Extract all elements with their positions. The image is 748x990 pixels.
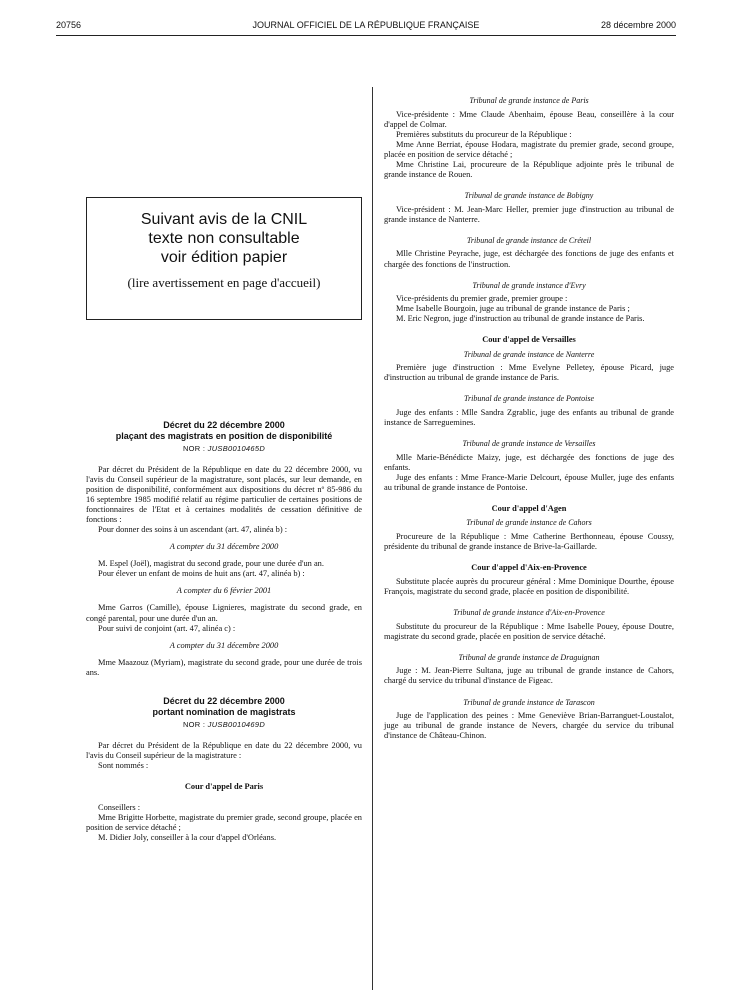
cahors-para-1: Procureure de la République : Mme Catherine Berthonneau, épouse Coussy, présidente du tribunal de grande instance de Brive-la-Gaillarde. bbox=[384, 531, 674, 551]
aix-para-1: Substitute placée auprès du procureur général : Mme Dominique Dourthe, épouse François, magistrate du second grade, placée en position de disponibilité. bbox=[384, 576, 674, 596]
decree2-role: Conseillers : bbox=[98, 802, 141, 812]
tgi-creteil-heading: Tribunal de grande instance de Créteil bbox=[466, 235, 592, 245]
decree2-entry-1: Mme Brigitte Horbette, magistrate du premier grade, second groupe, placée en position de service détaché ; bbox=[86, 812, 362, 832]
ca-versailles-heading: Cour d'appel de Versailles bbox=[482, 335, 576, 345]
decree1-date-1: A compter du 31 décembre 2000 bbox=[169, 542, 279, 552]
evry-para-2: Mme Isabelle Bourgoin, juge au tribunal de grande instance de Paris ; bbox=[396, 304, 630, 314]
decree1-title-line-2: plaçant des magistrats en position de disponibilité bbox=[115, 430, 333, 441]
decree2-named: Sont nommés : bbox=[98, 760, 149, 770]
left-column bbox=[86, 420, 362, 843]
decree1-reason-3: Pour suivi de conjoint (art. 47, alinéa c) : bbox=[98, 623, 236, 633]
decree2-title-line-1: Décret du 22 décembre 2000 bbox=[163, 695, 285, 706]
draguignan-para-1: Juge : M. Jean-Pierre Sultana, juge au tribunal de grande instance de Cahors, chargé du service du tribunal d'instance de Figeac. bbox=[384, 666, 674, 686]
decree1-entry-2: Mme Garros (Camille), épouse Lignieres, magistrate du second grade, en congé parental, pour une durée d'un an. bbox=[86, 603, 362, 623]
decree1-reason-2: Pour élever un enfant de moins de huit ans (art. 47, alinéa b) : bbox=[98, 569, 305, 579]
column-divider bbox=[372, 87, 373, 990]
tgi-pontoise-heading: Tribunal de grande instance de Pontoise bbox=[464, 394, 594, 404]
decree1-intro: Par décret du Président de la République en date du 22 décembre 2000, vu l'avis du Conseil supérieur de la magistrature, sont placés, sur leur demande, en position de disponibilité, conformément aux dispositions du décret nº 85-986 du 16 septembre 1985 modifié relatif au régime particulier de certaines positions de fonctionnaires de l'Etat et à certaines modalités de cessation définitive de fonctions : bbox=[86, 464, 362, 524]
cnil-notice-line-4: (lire avertissement en page d'accueil) bbox=[127, 275, 321, 290]
creteil-para-1: Mlle Christine Peyrache, juge, est déchargée des fonctions de juge des enfants et chargée des fonctions de l'instruction. bbox=[384, 249, 674, 269]
tgi-draguignan-heading: Tribunal de grande instance de Draguignan bbox=[458, 652, 600, 662]
tgi-nanterre-heading: Tribunal de grande instance de Nanterre bbox=[463, 349, 595, 359]
page-header bbox=[56, 20, 676, 34]
paris-para-4: Mme Christine Lai, procureure de la République adjointe près le tribunal de grande instance de Rouen. bbox=[384, 159, 674, 180]
tgi-versailles-heading: Tribunal de grande instance de Versailles bbox=[462, 439, 596, 449]
nanterre-para-1: Première juge d'instruction : Mme Evelyne Pelletey, épouse Picard, juge d'instruction au tribunal de grande instance de Paris. bbox=[384, 363, 674, 383]
versailles-para-1: Mlle Marie-Bénédicte Maizy, juge, est déchargée des fonctions de juge des enfants. bbox=[384, 452, 674, 472]
journal-title: JOURNAL OFFICIEL DE LA RÉPUBLIQUE FRANÇAISE bbox=[252, 20, 480, 30]
tgi-aix-heading: Tribunal de grande instance d'Aix-en-Provence bbox=[453, 608, 605, 618]
decree1-title bbox=[86, 420, 362, 442]
paris-para-1: Vice-présidente : Mme Claude Abenhaim, épouse Beau, conseillère à la cour d'appel de Colmar. bbox=[384, 109, 674, 129]
tgi-paris-heading: Tribunal de grande instance de Paris bbox=[469, 96, 589, 105]
paris-para-2: Premières substituts du procureur de la République : bbox=[396, 129, 572, 139]
tgi-evry-heading: Tribunal de grande instance d'Evry bbox=[472, 280, 586, 290]
decree1-date-3: A compter du 31 décembre 2000 bbox=[169, 640, 279, 650]
evry-para-3: M. Eric Negron, juge d'instruction au tribunal de grande instance de Paris. bbox=[396, 314, 645, 324]
pontoise-para-1: Juge des enfants : Mlle Sandra Zgrablic, juge des enfants au tribunal de grande instance de Sarreguemines. bbox=[384, 407, 674, 427]
decree2-intro: Par décret du Président de la République en date du 22 décembre 2000, vu l'avis du Conseil supérieur de la magistrature : bbox=[86, 740, 362, 760]
tarascon-para-1: Juge de l'application des peines : Mme Geneviève Brian-Barranguet-Loustalot, juge au tribunal de grande instance de Nevers, chargée du service du tribunal d'instance de Château-Chinon. bbox=[384, 711, 674, 741]
ca-agen-heading: Cour d'appel d'Agen bbox=[491, 503, 567, 513]
decree2-nor bbox=[86, 720, 362, 729]
tgi-cahors-heading: Tribunal de grande instance de Cahors bbox=[466, 518, 592, 528]
nor-code: JUSB0010465D bbox=[207, 443, 266, 453]
decree1-entry-3: Mme Maazouz (Myriam), magistrate du second grade, pour une durée de trois ans. bbox=[86, 657, 362, 677]
cnil-notice-line-2: texte non consultable bbox=[148, 230, 300, 247]
decree1-reason-1: Pour donner des soins à un ascendant (art. 47, alinéa b) : bbox=[98, 525, 288, 535]
bobigny-para-1: Vice-président : M. Jean-Marc Heller, premier juge d'instruction au tribunal de grande instance de Nanterre. bbox=[384, 204, 674, 224]
tgi-bobigny-heading: Tribunal de grande instance de Bobigny bbox=[464, 191, 594, 201]
nor-label: NOR : bbox=[182, 443, 208, 453]
versailles-para-2: Juge des enfants : Mme France-Marie Delcourt, épouse Muller, juge des enfants au tribunal de grande instance de Pontoise. bbox=[384, 472, 674, 492]
page-number: 20756 bbox=[56, 20, 82, 30]
cnil-notice-box bbox=[86, 197, 362, 320]
decree2-title-line-2: portant nomination de magistrats bbox=[152, 706, 296, 717]
cnil-notice-line-1: Suivant avis de la CNIL bbox=[140, 211, 308, 228]
decree1-title-line-1: Décret du 22 décembre 2000 bbox=[163, 420, 285, 430]
header-rule bbox=[56, 35, 676, 36]
nor-label: NOR : bbox=[182, 719, 208, 729]
decree1-nor bbox=[86, 444, 362, 453]
decree1-entry-1: M. Espel (Joël), magistrat du second grade, pour une durée d'un an. bbox=[98, 559, 324, 569]
cnil-notice-line-3: voir édition papier bbox=[160, 249, 288, 266]
ca-aix-heading: Cour d'appel d'Aix-en-Provence bbox=[471, 562, 587, 572]
issue-date: 28 décembre 2000 bbox=[600, 20, 676, 30]
evry-para-1: Vice-présidents du premier grade, premier groupe : bbox=[396, 294, 568, 304]
decree2-title bbox=[86, 696, 362, 718]
decree2-court: Cour d'appel de Paris bbox=[184, 781, 264, 791]
right-column bbox=[384, 92, 674, 741]
aixtgi-para-1: Substitute du procureur de la République : Mme Isabelle Pouey, épouse Doutre, magistrate du second grade, placée en position de service détaché. bbox=[384, 621, 674, 641]
decree2-entry-2: M. Didier Joly, conseiller à la cour d'appel d'Orléans. bbox=[98, 833, 277, 843]
paris-para-3: Mme Anne Berriat, épouse Hodara, magistrate du premier grade, second groupe, placée en position de service détaché ; bbox=[384, 139, 674, 159]
decree1-date-2: A compter du 6 février 2001 bbox=[176, 586, 272, 596]
nor-code: JUSB0010469D bbox=[207, 719, 266, 729]
tgi-tarascon-heading: Tribunal de grande instance de Tarascon bbox=[463, 697, 595, 707]
